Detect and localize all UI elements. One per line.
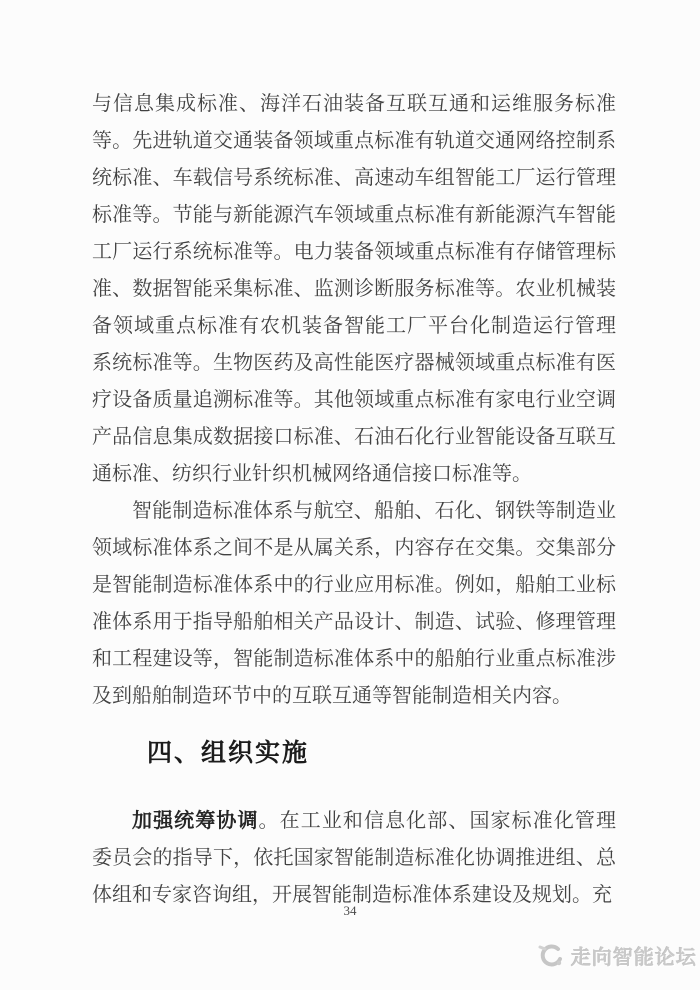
paragraph: [92, 493, 616, 715]
text-line: 标准等。节能与新能源汽车领域重点标准有新能源汽车智能: [92, 204, 616, 226]
watermark: [534, 939, 697, 971]
text-line: 准体系用于指导船舶相关产品设计、制造、试验、修理管理: [92, 611, 616, 633]
watermark-text: 走向智能论坛: [571, 946, 697, 969]
text-line: 领域标准体系之间不是从属关系，内容存在交集。交集部分: [92, 537, 616, 559]
text-line: [92, 803, 616, 840]
text-line: 等。先进轨道交通装备领域重点标准有轨道交通网络控制系: [92, 130, 616, 152]
text-line: 通标准、纺织行业针织机械网络通信接口标准等。: [92, 463, 532, 485]
text-line: 智能制造标准体系与航空、船舶、石化、钢铁等制造业: [132, 500, 616, 522]
text-line: 和工程建设等，智能制造标准体系中的船舶行业重点标准涉: [92, 648, 616, 670]
text-line: 备领域重点标准有农机装备智能工厂平台化制造运行管理: [92, 315, 616, 337]
text-line: 体组和专家咨询组，开展智能制造标准体系建设及规划。充: [92, 884, 612, 906]
text-line: 工厂运行系统标准等。电力装备领域重点标准有存储管理标: [92, 241, 616, 263]
text-line: 统标准、车载信号系统标准、高速动车组智能工厂运行管理: [92, 167, 616, 189]
text-line: 准、数据智能采集标准、监测诊断服务标准等。农业机械装: [92, 278, 616, 300]
body-text: [92, 86, 616, 914]
swoosh-bird-icon: [534, 939, 566, 971]
text-line: 是智能制造标准体系中的行业应用标准。例如，船舶工业标: [92, 574, 616, 596]
paragraph: [92, 803, 616, 914]
text-line: 疗设备质量追溯标准等。其他领域重点标准有家电行业空调: [92, 389, 616, 411]
section-heading: 四、组织实施: [147, 739, 310, 767]
bold-lead-text: 加强统筹协调: [132, 810, 259, 832]
text-line: 与信息集成标准、海洋石油装备互联互通和运维服务标准: [92, 93, 616, 115]
page-number: 34: [343, 903, 357, 918]
text-line: 产品信息集成数据接口标准、石油石化行业智能设备互联互: [92, 426, 616, 448]
paragraph: [92, 86, 616, 493]
line-text: 。在工业和信息化部、国家标准化管理: [258, 810, 616, 832]
text-line: 委员会的指导下，依托国家智能制造标准化协调推进组、总: [92, 847, 616, 869]
text-line: 及到船舶制造环节中的互联互通等智能制造相关内容。: [92, 685, 572, 707]
text-line: 系统标准等。生物医药及高性能医疗器械领域重点标准有医: [92, 352, 616, 374]
